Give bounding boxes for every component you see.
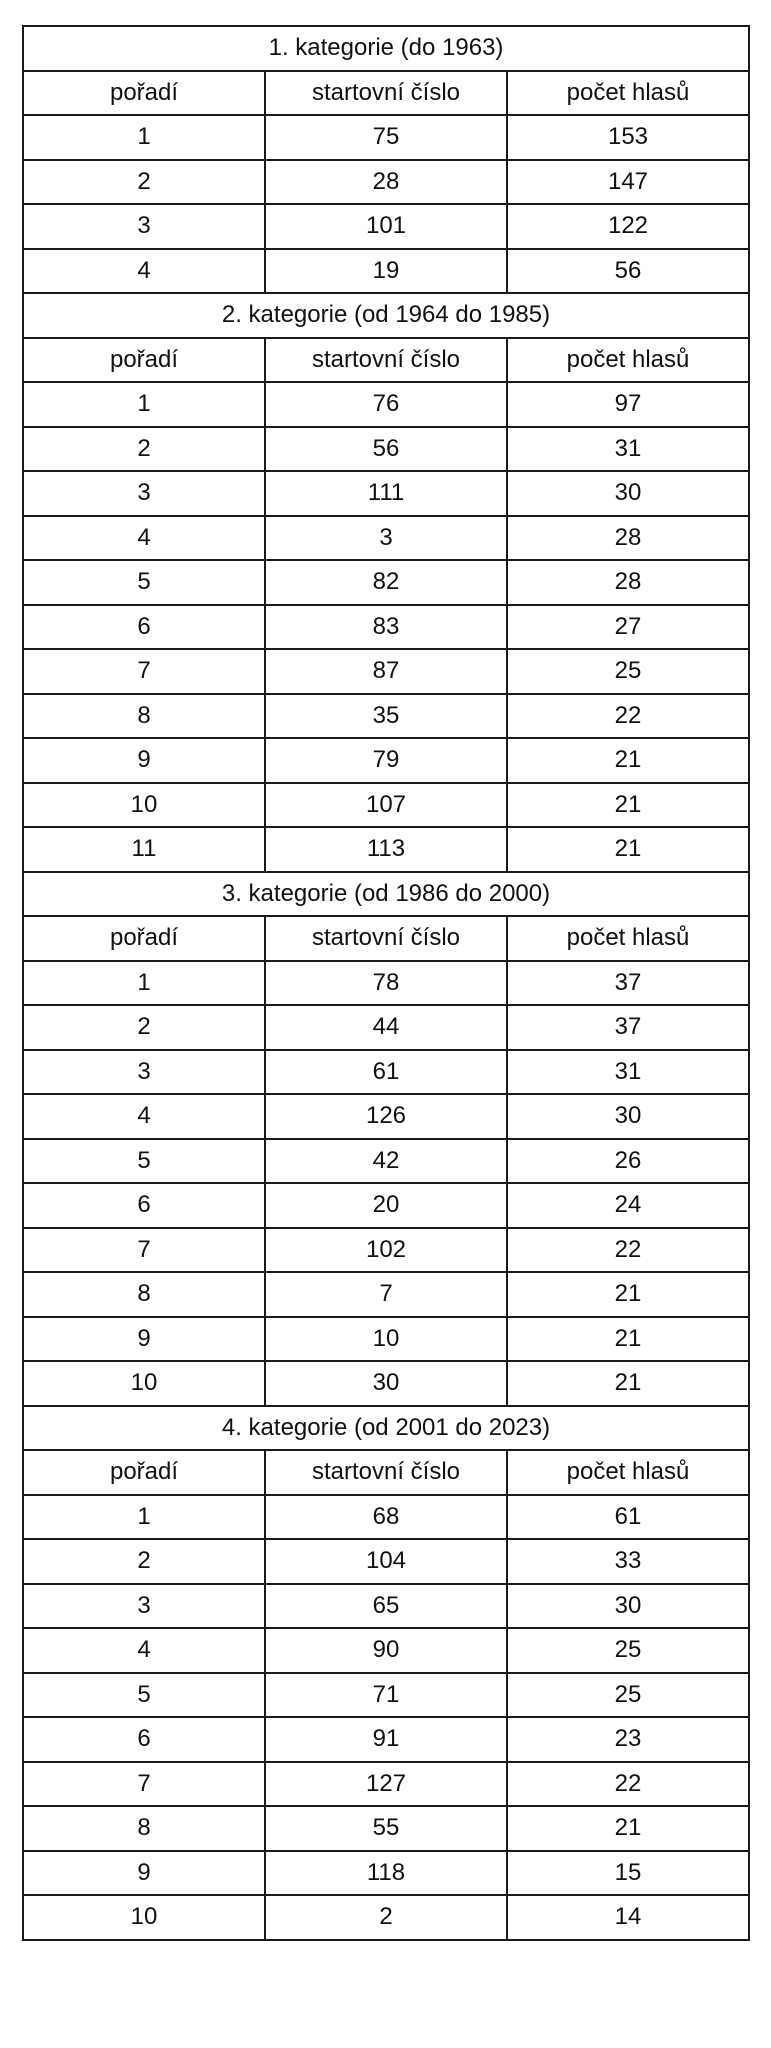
cell-votes: 21 xyxy=(507,1272,749,1317)
cell-votes: 27 xyxy=(507,605,749,650)
table-row xyxy=(23,1050,749,1095)
cell-rank: 6 xyxy=(23,1717,265,1762)
cell-rank: 9 xyxy=(23,1851,265,1896)
cell-votes: 24 xyxy=(507,1183,749,1228)
cell-rank: 10 xyxy=(23,783,265,828)
cell-rank: 2 xyxy=(23,1005,265,1050)
table-row xyxy=(23,471,749,516)
table-row xyxy=(23,1851,749,1896)
cell-rank: 7 xyxy=(23,649,265,694)
cell-start-number: 91 xyxy=(265,1717,507,1762)
table-row xyxy=(23,1717,749,1762)
cell-rank: 1 xyxy=(23,1495,265,1540)
table-row xyxy=(23,1228,749,1273)
cell-start-number: 111 xyxy=(265,471,507,516)
cell-rank: 9 xyxy=(23,738,265,783)
cell-rank: 1 xyxy=(23,115,265,160)
cell-start-number: 87 xyxy=(265,649,507,694)
cell-rank: 5 xyxy=(23,1673,265,1718)
cell-start-number: 19 xyxy=(265,249,507,294)
cell-rank: 4 xyxy=(23,1094,265,1139)
table-row xyxy=(23,1895,749,1940)
cell-start-number: 75 xyxy=(265,115,507,160)
cell-votes: 28 xyxy=(507,516,749,561)
cell-votes: 21 xyxy=(507,783,749,828)
cell-rank: 10 xyxy=(23,1361,265,1406)
cell-rank: 4 xyxy=(23,249,265,294)
table-row xyxy=(23,427,749,472)
column-header-votes: počet hlasů xyxy=(507,1450,749,1495)
table-row xyxy=(23,1673,749,1718)
cell-votes: 30 xyxy=(507,1584,749,1629)
cell-start-number: 82 xyxy=(265,560,507,605)
cell-rank: 11 xyxy=(23,827,265,872)
cell-votes: 97 xyxy=(507,382,749,427)
table-row xyxy=(23,1183,749,1228)
cell-start-number: 83 xyxy=(265,605,507,650)
cell-start-number: 20 xyxy=(265,1183,507,1228)
cell-rank: 6 xyxy=(23,605,265,650)
cell-votes: 21 xyxy=(507,738,749,783)
category-title: 3. kategorie (od 1986 do 2000) xyxy=(23,872,749,917)
column-header-votes: počet hlasů xyxy=(507,338,749,383)
cell-start-number: 76 xyxy=(265,382,507,427)
cell-rank: 9 xyxy=(23,1317,265,1362)
column-header-row xyxy=(23,71,749,116)
cell-votes: 30 xyxy=(507,1094,749,1139)
cell-votes: 21 xyxy=(507,1361,749,1406)
cell-votes: 25 xyxy=(507,1673,749,1718)
table-row xyxy=(23,204,749,249)
category-title: 1. kategorie (do 1963) xyxy=(23,26,749,71)
cell-start-number: 127 xyxy=(265,1762,507,1807)
cell-rank: 8 xyxy=(23,1272,265,1317)
cell-start-number: 35 xyxy=(265,694,507,739)
table-row xyxy=(23,560,749,605)
cell-start-number: 78 xyxy=(265,961,507,1006)
table-row xyxy=(23,1094,749,1139)
cell-rank: 7 xyxy=(23,1228,265,1273)
table-row xyxy=(23,115,749,160)
table-row xyxy=(23,1539,749,1584)
cell-start-number: 2 xyxy=(265,1895,507,1940)
cell-start-number: 126 xyxy=(265,1094,507,1139)
cell-votes: 22 xyxy=(507,1228,749,1273)
cell-votes: 37 xyxy=(507,1005,749,1050)
cell-start-number: 55 xyxy=(265,1806,507,1851)
cell-votes: 25 xyxy=(507,649,749,694)
cell-start-number: 10 xyxy=(265,1317,507,1362)
cell-rank: 2 xyxy=(23,427,265,472)
table-row xyxy=(23,1806,749,1851)
cell-start-number: 118 xyxy=(265,1851,507,1896)
column-header-start-number: startovní číslo xyxy=(265,1450,507,1495)
cell-rank: 1 xyxy=(23,961,265,1006)
column-header-start-number: startovní číslo xyxy=(265,916,507,961)
table-row xyxy=(23,1005,749,1050)
table-row xyxy=(23,1317,749,1362)
cell-start-number: 101 xyxy=(265,204,507,249)
table-row xyxy=(23,1272,749,1317)
column-header-start-number: startovní číslo xyxy=(265,71,507,116)
cell-votes: 22 xyxy=(507,694,749,739)
cell-start-number: 104 xyxy=(265,1539,507,1584)
cell-start-number: 7 xyxy=(265,1272,507,1317)
table-row xyxy=(23,783,749,828)
cell-votes: 21 xyxy=(507,1317,749,1362)
cell-votes: 21 xyxy=(507,827,749,872)
category-title-row xyxy=(23,26,749,71)
cell-start-number: 79 xyxy=(265,738,507,783)
cell-votes: 28 xyxy=(507,560,749,605)
cell-votes: 122 xyxy=(507,204,749,249)
cell-start-number: 42 xyxy=(265,1139,507,1184)
cell-rank: 3 xyxy=(23,1050,265,1095)
cell-votes: 153 xyxy=(507,115,749,160)
cell-rank: 7 xyxy=(23,1762,265,1807)
cell-rank: 3 xyxy=(23,1584,265,1629)
category-title: 4. kategorie (od 2001 do 2023) xyxy=(23,1406,749,1451)
table-row xyxy=(23,1628,749,1673)
cell-votes: 22 xyxy=(507,1762,749,1807)
table-row xyxy=(23,249,749,294)
cell-start-number: 90 xyxy=(265,1628,507,1673)
cell-rank: 8 xyxy=(23,1806,265,1851)
cell-votes: 61 xyxy=(507,1495,749,1540)
column-header-rank: pořadí xyxy=(23,1450,265,1495)
column-header-rank: pořadí xyxy=(23,71,265,116)
cell-votes: 31 xyxy=(507,1050,749,1095)
column-header-votes: počet hlasů xyxy=(507,71,749,116)
cell-votes: 30 xyxy=(507,471,749,516)
cell-start-number: 65 xyxy=(265,1584,507,1629)
cell-rank: 6 xyxy=(23,1183,265,1228)
cell-votes: 25 xyxy=(507,1628,749,1673)
cell-votes: 14 xyxy=(507,1895,749,1940)
results-table xyxy=(22,25,750,1941)
cell-start-number: 71 xyxy=(265,1673,507,1718)
cell-start-number: 107 xyxy=(265,783,507,828)
column-header-rank: pořadí xyxy=(23,916,265,961)
cell-votes: 15 xyxy=(507,1851,749,1896)
category-title-row xyxy=(23,293,749,338)
column-header-row xyxy=(23,916,749,961)
table-row xyxy=(23,961,749,1006)
results-table-body xyxy=(23,26,749,1940)
table-row xyxy=(23,1762,749,1807)
cell-rank: 8 xyxy=(23,694,265,739)
table-row xyxy=(23,1361,749,1406)
table-row xyxy=(23,1139,749,1184)
cell-rank: 5 xyxy=(23,1139,265,1184)
cell-rank: 2 xyxy=(23,160,265,205)
table-row xyxy=(23,827,749,872)
table-row xyxy=(23,1495,749,1540)
table-row xyxy=(23,382,749,427)
cell-start-number: 102 xyxy=(265,1228,507,1273)
cell-rank: 1 xyxy=(23,382,265,427)
cell-votes: 23 xyxy=(507,1717,749,1762)
cell-rank: 10 xyxy=(23,1895,265,1940)
column-header-rank: pořadí xyxy=(23,338,265,383)
cell-votes: 33 xyxy=(507,1539,749,1584)
category-title-row xyxy=(23,872,749,917)
table-row xyxy=(23,1584,749,1629)
cell-start-number: 44 xyxy=(265,1005,507,1050)
cell-rank: 2 xyxy=(23,1539,265,1584)
cell-start-number: 28 xyxy=(265,160,507,205)
category-title-row xyxy=(23,1406,749,1451)
table-row xyxy=(23,649,749,694)
column-header-row xyxy=(23,338,749,383)
cell-votes: 147 xyxy=(507,160,749,205)
cell-votes: 21 xyxy=(507,1806,749,1851)
cell-start-number: 3 xyxy=(265,516,507,561)
column-header-row xyxy=(23,1450,749,1495)
table-row xyxy=(23,160,749,205)
cell-votes: 31 xyxy=(507,427,749,472)
column-header-start-number: startovní číslo xyxy=(265,338,507,383)
cell-rank: 4 xyxy=(23,1628,265,1673)
cell-start-number: 113 xyxy=(265,827,507,872)
cell-rank: 4 xyxy=(23,516,265,561)
cell-rank: 3 xyxy=(23,471,265,516)
category-title: 2. kategorie (od 1964 do 1985) xyxy=(23,293,749,338)
table-row xyxy=(23,738,749,783)
cell-votes: 56 xyxy=(507,249,749,294)
cell-start-number: 30 xyxy=(265,1361,507,1406)
cell-rank: 5 xyxy=(23,560,265,605)
table-row xyxy=(23,694,749,739)
cell-rank: 3 xyxy=(23,204,265,249)
cell-start-number: 61 xyxy=(265,1050,507,1095)
cell-start-number: 68 xyxy=(265,1495,507,1540)
column-header-votes: počet hlasů xyxy=(507,916,749,961)
cell-votes: 37 xyxy=(507,961,749,1006)
table-row xyxy=(23,516,749,561)
table-row xyxy=(23,605,749,650)
cell-votes: 26 xyxy=(507,1139,749,1184)
cell-start-number: 56 xyxy=(265,427,507,472)
